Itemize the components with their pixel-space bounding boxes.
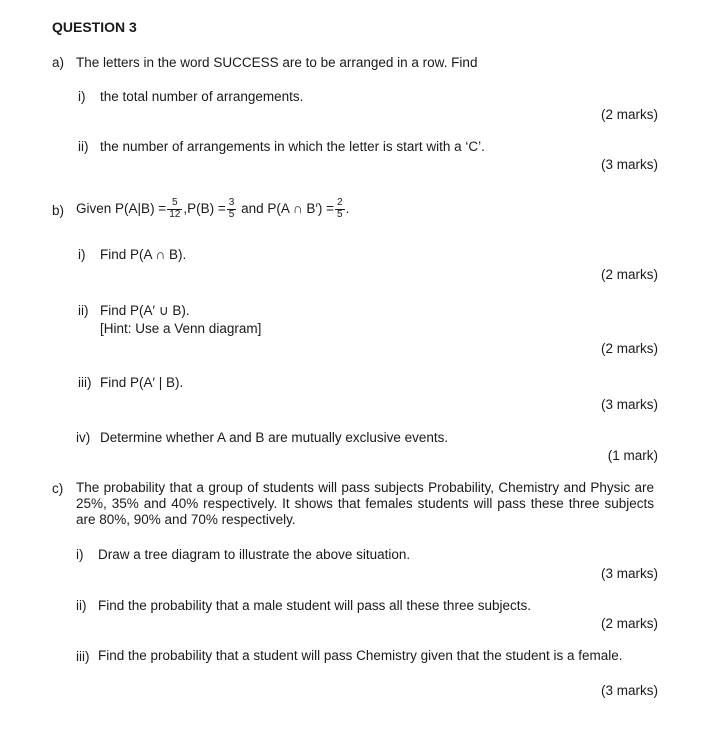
part-b-label: b) bbox=[52, 203, 65, 218]
and-word: and bbox=[241, 201, 264, 216]
p-a-given-b: P(A|B) = bbox=[115, 201, 167, 216]
part-b-i-text: Find P(A ∩ B). bbox=[100, 247, 187, 262]
part-b-iv-marks: (1 mark) bbox=[607, 448, 658, 463]
part-c-i-text: Draw a tree diagram to illustrate the above situation. bbox=[98, 547, 411, 562]
part-b-iii-marks: (3 marks) bbox=[601, 397, 658, 412]
part-b-ii-hint: [Hint: Use a Venn diagram] bbox=[100, 321, 262, 336]
part-b-iii-text: Find P(A′ | B). bbox=[100, 375, 184, 390]
part-a-text: The letters in the word SUCCESS are to be arranged in a row. Find bbox=[76, 55, 478, 70]
part-b-ii-marks: (2 marks) bbox=[601, 341, 658, 356]
fraction-numerator: 5 bbox=[167, 198, 182, 210]
fraction-denominator: 5 bbox=[337, 208, 343, 220]
fraction-denominator: 5 bbox=[228, 208, 235, 220]
part-c-label: c) bbox=[52, 481, 64, 496]
p-a-and-not-b: P(A ∩ B′) = bbox=[267, 201, 334, 216]
part-a-i-label: i) bbox=[78, 89, 86, 104]
part-c-ii-marks: (2 marks) bbox=[601, 616, 658, 631]
part-c-iii-text: Find the probability that a student will pass Chemistry given that the student is a female. bbox=[98, 648, 623, 663]
question-title: QUESTION 3 bbox=[52, 19, 137, 35]
fraction-numerator: 3 bbox=[228, 197, 235, 209]
part-a-label: a) bbox=[52, 55, 65, 70]
fraction-numerator: 2 bbox=[337, 197, 343, 209]
p-b: P(B) = bbox=[187, 201, 226, 216]
part-b-ii-label: ii) bbox=[78, 303, 89, 318]
part-c-ii-label: ii) bbox=[76, 598, 87, 613]
part-b-given-line bbox=[76, 194, 349, 224]
comma: , bbox=[183, 201, 188, 216]
part-b-iv-text: Determine whether A and B are mutually exclusive events. bbox=[100, 430, 449, 445]
fraction-3-5 bbox=[227, 198, 237, 220]
period: . bbox=[345, 201, 350, 216]
part-a-ii-text: the number of arrangements in which the letter is start with a ‘C’. bbox=[100, 139, 485, 154]
part-a-i-marks: (2 marks) bbox=[601, 107, 658, 122]
given-word: Given bbox=[76, 201, 112, 216]
part-c-i-marks: (3 marks) bbox=[601, 566, 658, 581]
part-b-ii-text: Find P(A′ ∪ B). bbox=[100, 303, 190, 318]
fraction-5-12 bbox=[167, 198, 182, 220]
part-b-iv-label: iv) bbox=[76, 430, 91, 445]
fraction-2-5 bbox=[335, 198, 345, 220]
part-a-ii-label: ii) bbox=[78, 139, 89, 154]
part-c-iii-label: iii) bbox=[76, 649, 90, 664]
part-a-ii-marks: (3 marks) bbox=[601, 157, 658, 172]
part-b-iii-label: iii) bbox=[78, 375, 92, 390]
part-c-i-label: i) bbox=[76, 547, 84, 562]
part-c-iii-marks: (3 marks) bbox=[601, 683, 658, 698]
part-c-ii-text: Find the probability that a male student will pass all these three subjects. bbox=[98, 598, 531, 613]
part-a-i-text: the total number of arrangements. bbox=[100, 89, 304, 104]
part-b-i-marks: (2 marks) bbox=[601, 267, 658, 282]
fraction-denominator: 12 bbox=[169, 208, 181, 220]
part-b-i-label: i) bbox=[78, 247, 86, 262]
part-c-text: The probability that a group of students will pass subjects Probability, Chemistry and Physic are 25%, 35% and 40% respectively. It shows that females students will pass these three subjects are 80%, 90% and 70% respectively. bbox=[76, 480, 654, 527]
